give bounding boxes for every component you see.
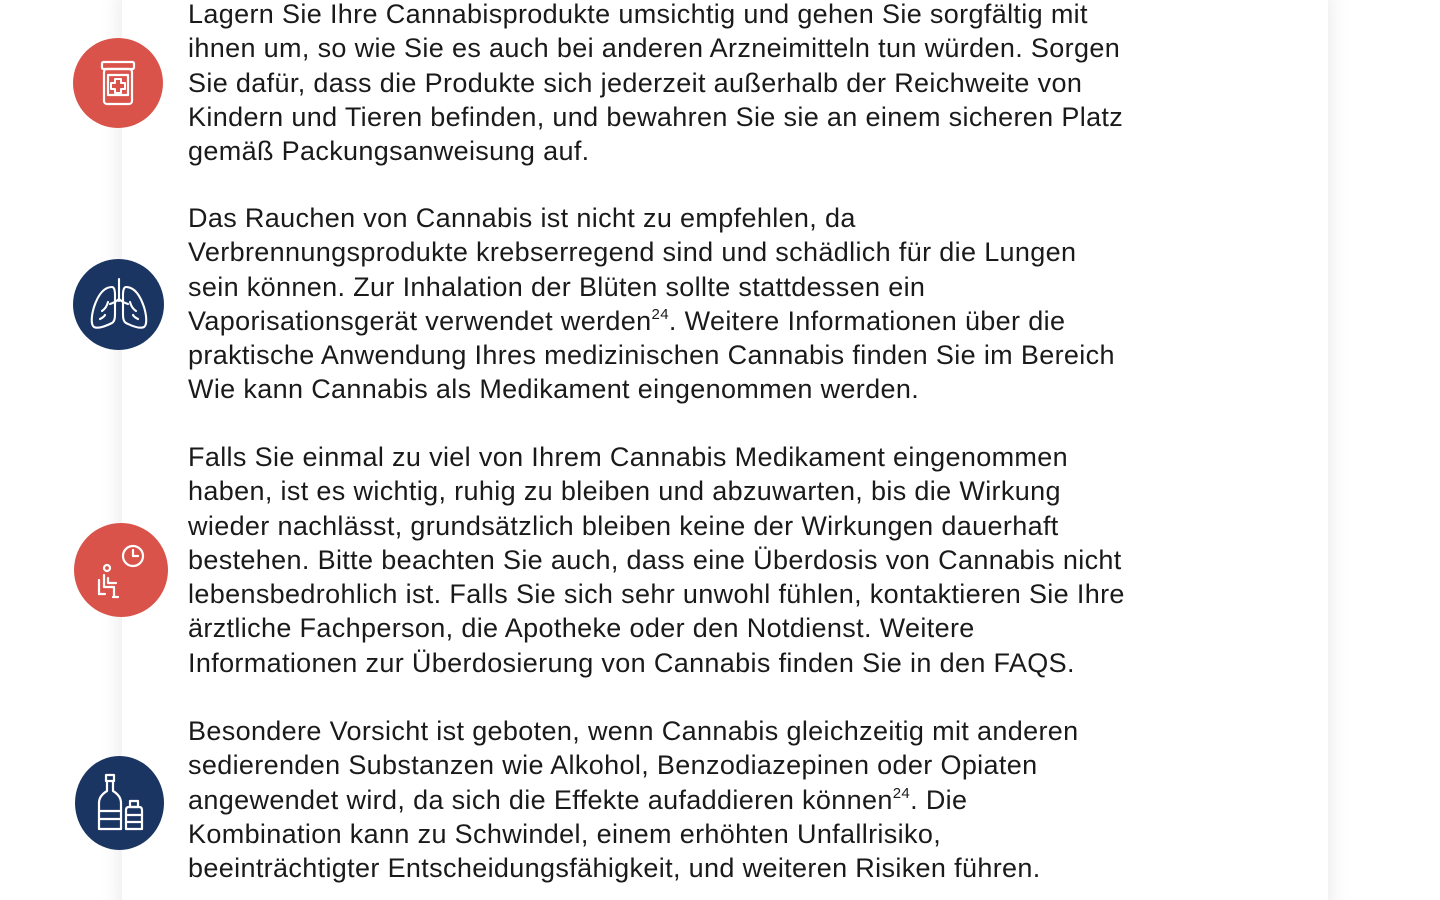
- text-line: ihnen um, so wie Sie es auch bei anderen Arzneimitteln tun würden. Sorgen: [188, 33, 1121, 64]
- text-line: Wie kann Cannabis als Medikament eingenommen werden.: [188, 374, 920, 405]
- text-line: Besondere Vorsicht ist geboten, wenn Cannabis gleichzeitig mit anderen: [188, 716, 1079, 746]
- text-line: Verbrennungsprodukte krebserregend sind und schädlich für die Lungen: [188, 237, 1077, 268]
- person-waiting-clock-icon: [74, 523, 168, 617]
- text-segment: . Die: [910, 784, 968, 815]
- text-line-with-reference: [188, 783, 1298, 817]
- text-line: lebensbedrohlich ist. Falls Sie sich sehr unwohl fühlen, kontaktieren Sie Ihre: [188, 579, 1125, 610]
- text-segment: angewendet wird, da sich die Effekte aufaddieren können: [188, 784, 893, 815]
- text-segment: . Weitere Informationen über die: [668, 305, 1066, 336]
- info-text-overdose: [188, 440, 1298, 680]
- text-line: Kombination kann zu Schwindel, einem erhöhten Unfallrisiko,: [188, 818, 942, 849]
- text-line: Lagern Sie Ihre Cannabisprodukte umsichtig und gehen Sie sorgfältig mit: [188, 0, 1088, 29]
- text-line: beeinträchtigter Entscheidungsfähigkeit, und weiteren Risiken führen.: [188, 853, 1041, 884]
- text-line: haben, ist es wichtig, ruhig zu bleiben und abzuwarten, bis die Wirkung: [188, 476, 1061, 507]
- text-line: Kindern und Tieren befinden, und bewahren Sie sie an einem sicheren Platz: [188, 101, 1124, 132]
- text-line: Das Rauchen von Cannabis ist nicht zu empfehlen, da: [188, 203, 856, 233]
- bottles-icon: [75, 756, 164, 850]
- text-line: bestehen. Bitte beachten Sie auch, dass eine Überdosis von Cannabis nicht: [188, 544, 1122, 575]
- text-line: praktische Anwendung Ihres medizinischen Cannabis finden Sie im Bereich: [188, 340, 1115, 371]
- text-line: gemäß Packungsanweisung auf.: [188, 136, 590, 167]
- text-line-with-reference: [188, 304, 1298, 338]
- reference-superscript: 24: [892, 784, 911, 802]
- text-line: wieder nachlässt, grundsätzlich bleiben keine der Wirkungen dauerhaft: [188, 510, 1059, 541]
- reference-superscript: 24: [651, 305, 669, 323]
- text-line: sein können. Zur Inhalation der Blüten sollte stattdessen ein: [188, 271, 926, 302]
- text-segment: Vaporisationsgerät verwendet werden: [188, 305, 652, 336]
- lungs-icon: [73, 259, 164, 350]
- text-line: Sie dafür, dass die Produkte sich jederzeit außerhalb der Reichweite von: [188, 67, 1083, 98]
- text-line: sedierenden Substanzen wie Alkohol, Benzodiazepinen oder Opiaten: [188, 750, 1038, 781]
- medicine-jar-icon: [73, 38, 163, 128]
- info-text-smoking: [188, 201, 1298, 407]
- info-text-storage: [188, 0, 1298, 168]
- text-line: ärztliche Fachperson, die Apotheke oder den Notdienst. Weitere: [188, 613, 975, 644]
- info-text-interactions: [188, 714, 1298, 885]
- text-line: Informationen zur Überdosierung von Cannabis finden Sie in den FAQS.: [188, 647, 1075, 678]
- text-line: Falls Sie einmal zu viel von Ihrem Cannabis Medikament eingenommen: [188, 442, 1069, 472]
